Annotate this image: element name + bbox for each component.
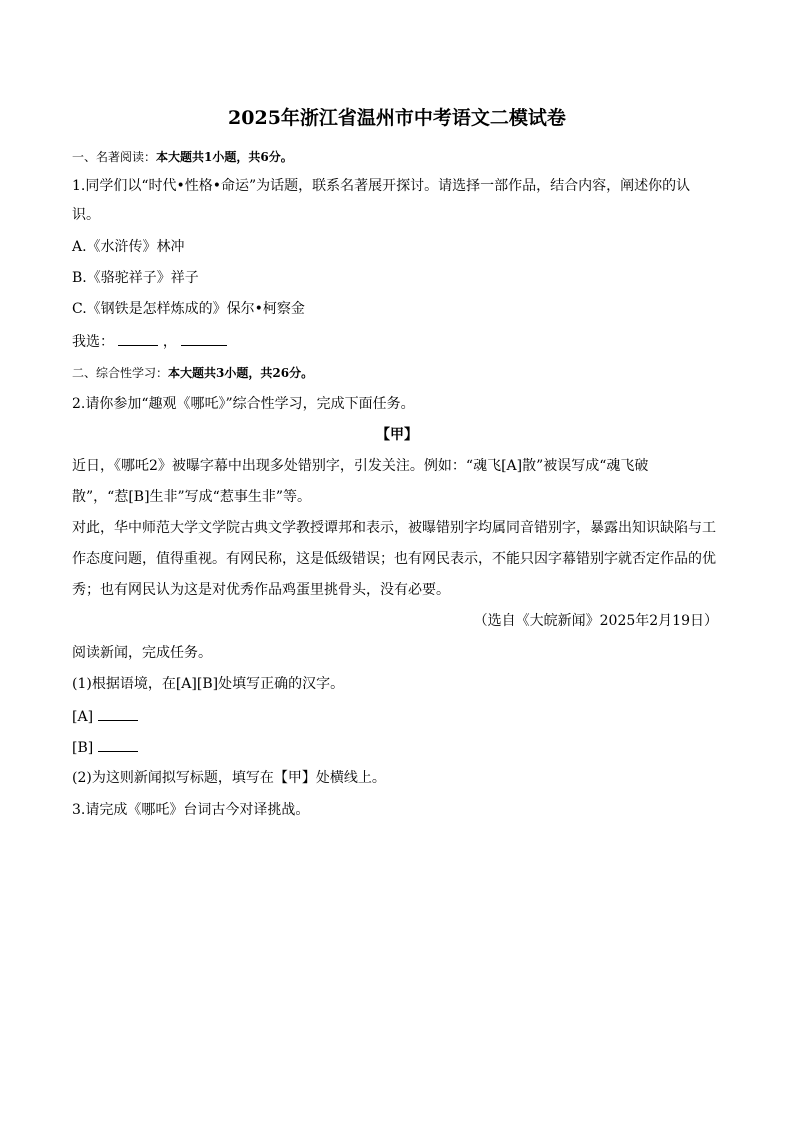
blank-b-input[interactable] <box>98 737 138 752</box>
section-1-header <box>72 147 293 167</box>
news-para2-line3: 秀；也有网民认为这是对优秀作品鸡蛋里挑骨头，没有必要。 <box>72 582 450 598</box>
blank-b-label: [B] <box>72 740 94 756</box>
section-2-desc: 本大题共3小题，共26分。 <box>168 366 314 380</box>
q2-intro: 2.请你参加“趣观《哪吒》”综合性学习，完成下面任务。 <box>72 396 415 412</box>
q1-answer-blank-2[interactable] <box>181 331 227 346</box>
q1-option-c: C.《钢铁是怎样炼成的》保尔•柯察金 <box>72 301 305 317</box>
material-heading: 【甲】 <box>376 427 418 443</box>
news-para2-line2: 作态度问题，值得重视。有网民称，这是低级错误；也有网民表示，不能只因字幕错别字就否定作品的优 <box>72 551 716 567</box>
q2-sub2: (2)为这则新闻拟写标题，填写在【甲】处横线上。 <box>72 770 386 786</box>
exam-title: 2025年浙江省温州市中考语文二模试卷 <box>228 107 566 129</box>
news-para1-line1: 近日，《哪吒2》被曝字幕中出现多处错别字，引发关注。例如：“魂飞[A]散”被误写成“魂飞破 <box>72 458 649 474</box>
q1-choose-separator: ， <box>162 334 177 350</box>
blank-a-label: [A] <box>72 709 94 725</box>
blank-b-row <box>72 737 138 758</box>
blank-a-row <box>72 706 138 727</box>
news-source: （选自《大皖新闻》2025年2月19日） <box>473 613 718 629</box>
q1-choose-label: 我选： <box>72 334 114 350</box>
q1-option-a: A.《水浒传》林冲 <box>72 239 185 255</box>
section-1-label: 一、名著阅读： <box>72 150 157 164</box>
q1-text-line1: 1.同学们以“时代•性格•命运”为话题，联系名著展开探讨。请选择一部作品，结合内容，阐述你的认 <box>72 178 691 194</box>
q1-option-b: B.《骆驼祥子》祥子 <box>72 270 199 286</box>
q1-answer-blank-1[interactable] <box>118 331 158 346</box>
section-2-label: 二、综合性学习： <box>72 366 169 380</box>
news-para2-line1: 对此，华中师范大学文学院古典文学教授谭邦和表示，被曝错别字均属同音错别字，暴露出知识缺陷与工 <box>72 520 716 536</box>
news-para1-line2: 散”，“惹[B]生非”写成“惹事生非”等。 <box>72 489 311 505</box>
q1-choice-row <box>72 331 227 352</box>
task-intro: 阅读新闻，完成任务。 <box>72 645 212 661</box>
blank-a-input[interactable] <box>98 706 138 721</box>
q3-text: 3.请完成《哪吒》台词古今对译挑战。 <box>72 802 310 818</box>
q2-sub1: (1)根据语境，在[A][B]处填写正确的汉字。 <box>72 676 345 692</box>
q1-text-line2: 识。 <box>72 207 100 223</box>
section-2-header <box>72 363 313 383</box>
section-1-desc: 本大题共1小题，共6分。 <box>156 150 293 164</box>
